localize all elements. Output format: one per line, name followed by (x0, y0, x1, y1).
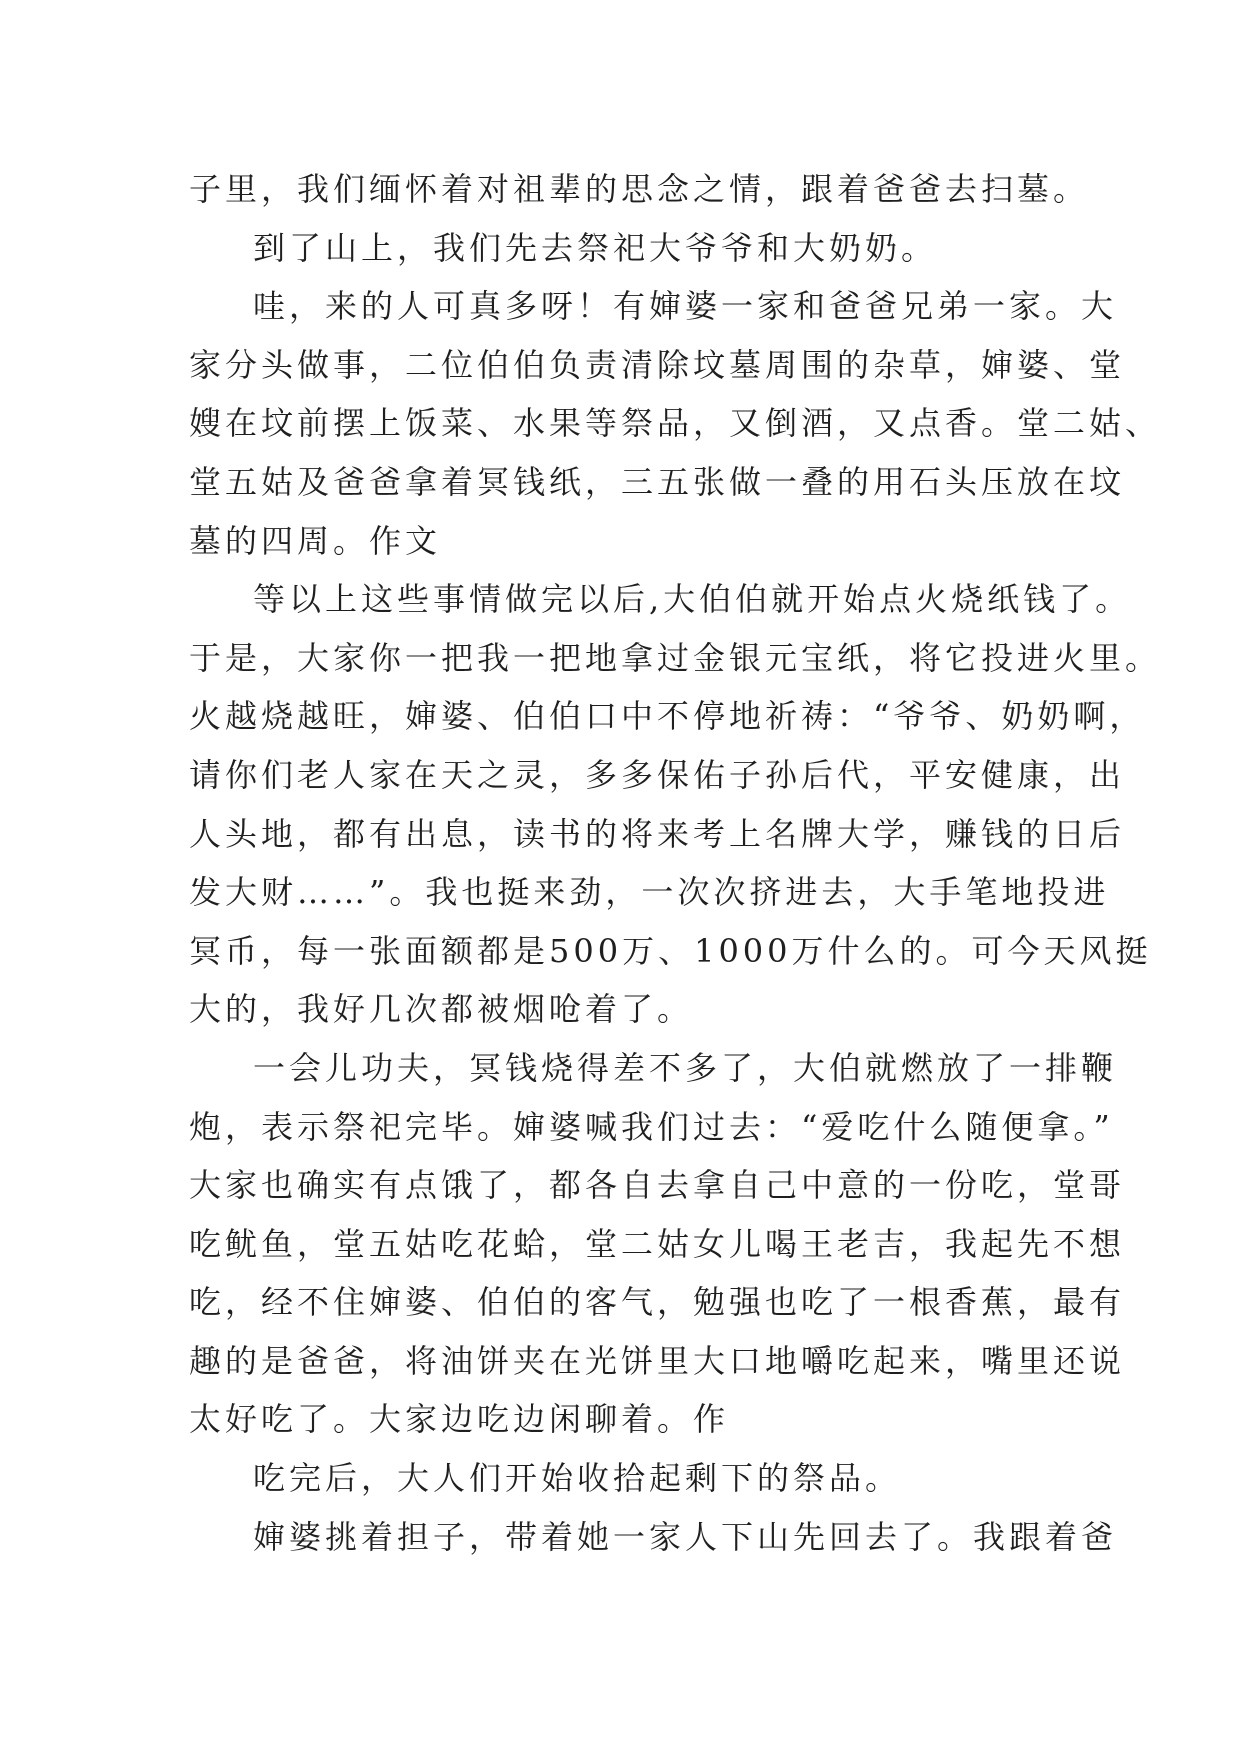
text-line: 一会儿功夫，冥钱烧得差不多了，大伯就燃放了一排鞭 (253, 1048, 1118, 1087)
text-line: 嫂在坟前摆上饭菜、水果等祭品，又倒酒，又点香。堂二姑、 (189, 404, 1162, 443)
text-line: 吃完后，大人们开始收拾起剩下的祭品。 (253, 1459, 902, 1498)
text-line: 大家也确实有点饿了，都各自去拿自己中意的一份吃，堂哥 (189, 1166, 1126, 1205)
text-line: 家分头做事，二位伯伯负责清除坟墓周围的杂草，婶婆、堂 (189, 345, 1126, 384)
text-line: 婶婆挑着担子，带着她一家人下山先回去了。我跟着爸 (253, 1517, 1118, 1556)
paragraph (189, 1039, 1126, 1449)
text-line: 于是，大家你一把我一把地拿过金银元宝纸，将它投进火里。 (189, 638, 1162, 677)
text-line: 人头地，都有出息，读书的将来考上名牌大学，赚钱的日后 (189, 814, 1126, 853)
document-body (189, 160, 1162, 1566)
text-line: 吃，经不住婶婆、伯伯的客气，勉强也吃了一根香蕉，最有 (189, 1283, 1126, 1322)
text-line: 请你们老人家在天之灵，多多保佑子孙后代，平安健康，出 (189, 755, 1126, 794)
text-line: 趣的是爸爸，将油饼夹在光饼里大口地嚼吃起来，嘴里还说 (189, 1341, 1126, 1380)
text-line: 堂五姑及爸爸拿着冥钱纸，三五张做一叠的用石头压放在坟 (189, 462, 1126, 501)
text-line: 火越烧越旺，婶婆、伯伯口中不停地祈祷：“爷爷、奶奶啊， (189, 697, 1146, 736)
text-line: 冥币，每一张面额都是500万、1000万什么的。可今天风挺 (189, 931, 1152, 970)
text-line: 炮，表示祭祀完毕。婶婆喊我们过去：“爱吃什么随便拿。” (189, 1107, 1114, 1146)
text-line: 子里，我们缅怀着对祖辈的思念之情，跟着爸爸去扫墓。 (189, 170, 1090, 208)
text-line: 等以上这些事情做完以后,大伯伯就开始点火烧纸钱了。 (253, 580, 1132, 619)
text-line: 大的，我好几次都被烟呛着了。 (189, 990, 694, 1029)
paragraph (189, 219, 1069, 278)
text-line: 到了山上，我们先去祭祀大爷爷和大奶奶。 (253, 228, 938, 267)
text-line: 墓的四周。作文 (189, 521, 442, 560)
text-line: 吃鱿鱼，堂五姑吃花蛤，堂二姑女儿喝王老吉，我起先不想 (189, 1224, 1126, 1263)
paragraph (189, 570, 1162, 1039)
text-line: 发大财……”。我也挺来劲，一次次挤进去，大手笔地投进 (189, 873, 1110, 912)
paragraph (189, 160, 1090, 219)
paragraph (189, 1508, 1118, 1567)
text-line: 哇，来的人可真多呀！有婶婆一家和爸爸兄弟一家。大 (253, 287, 1118, 326)
paragraph (189, 277, 1162, 570)
text-line: 太好吃了。大家边吃边闲聊着。作 (189, 1400, 730, 1439)
paragraph (189, 1449, 1069, 1508)
